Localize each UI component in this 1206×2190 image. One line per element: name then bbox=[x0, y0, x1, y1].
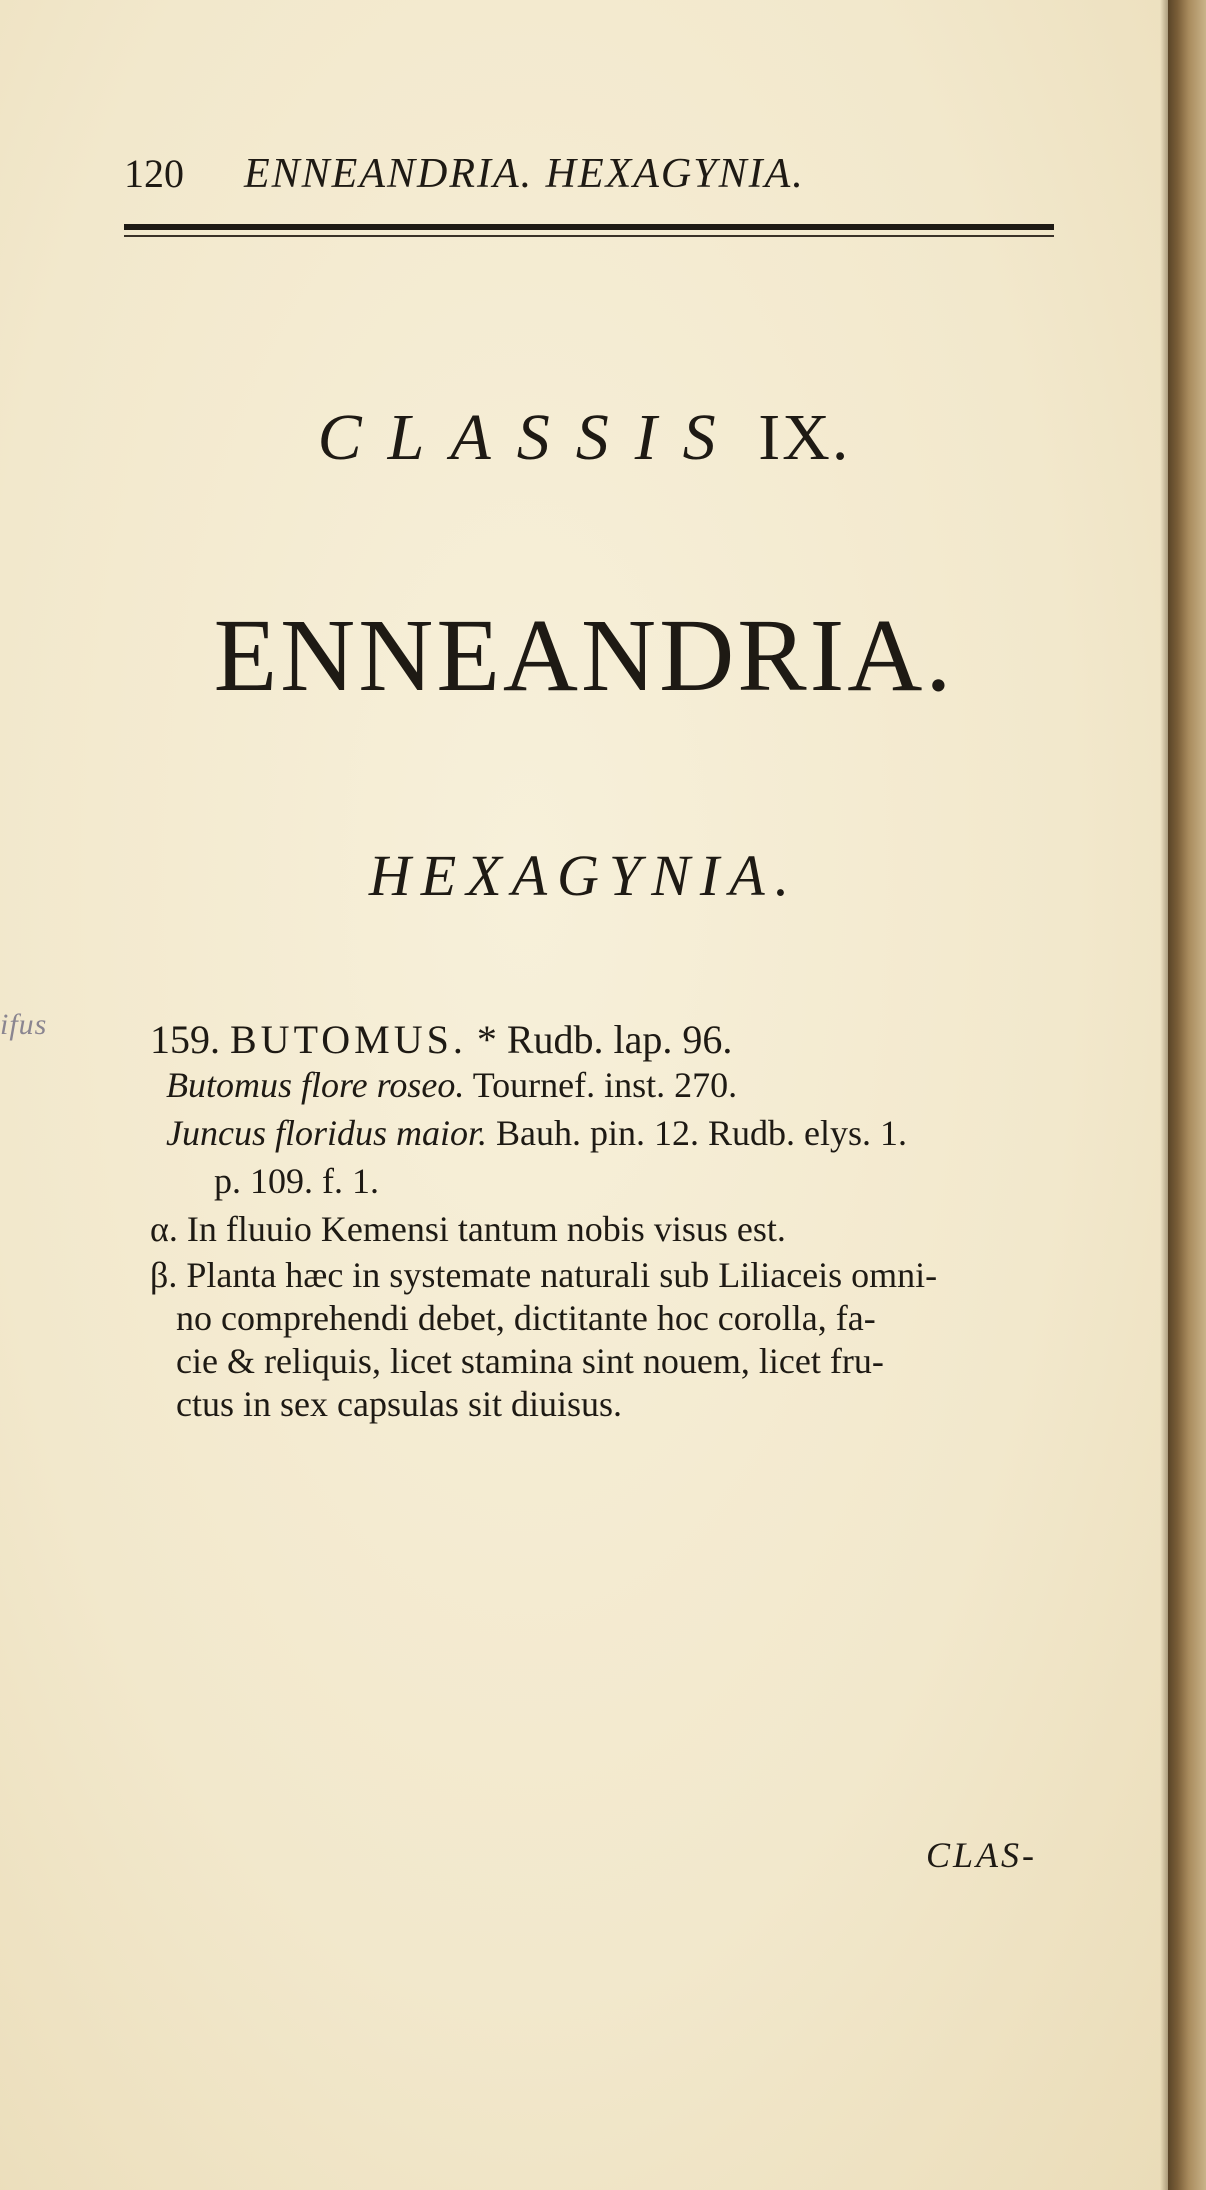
note-line: no comprehendi debet, dictitante hoc corolla, fa- bbox=[176, 1298, 876, 1338]
classis-heading bbox=[0, 400, 1168, 476]
note-line bbox=[150, 1255, 937, 1295]
classis-number: IX. bbox=[758, 401, 851, 474]
entry-number: 159. bbox=[150, 1017, 220, 1062]
note-line: cie & reliquis, licet stamina sint nouem, licet fru- bbox=[176, 1341, 884, 1381]
synonym-name: Butomus flore roseo. bbox=[166, 1065, 465, 1105]
synonym-reference: Bauh. pin. 12. Rudb. elys. 1. bbox=[496, 1113, 908, 1153]
synonym-line bbox=[166, 1064, 1086, 1107]
note-alpha bbox=[150, 1208, 1070, 1251]
synonym-line bbox=[166, 1112, 1086, 1155]
catchword: CLAS- bbox=[926, 1835, 1038, 1875]
running-title: ENNEANDRIA. HEXAGYNIA. bbox=[244, 151, 805, 197]
margin-annotation: ifus bbox=[0, 1008, 48, 1041]
order-name-heading: HEXAGYNIA. bbox=[368, 843, 800, 908]
class-name-heading: ENNEANDRIA. bbox=[213, 598, 955, 713]
running-head bbox=[124, 150, 1054, 200]
entry-reference: Rudb. lap. 96. bbox=[506, 1017, 733, 1062]
note-beta bbox=[150, 1254, 1070, 1426]
note-marker: α. bbox=[150, 1209, 178, 1249]
asterisk-mark: * bbox=[476, 1017, 497, 1062]
synonym-reference: Tournef. inst. 270. bbox=[472, 1065, 738, 1105]
note-text: Planta hæc in systemate naturali sub Liliaceis omni- bbox=[186, 1255, 938, 1295]
entry-heading bbox=[150, 1018, 1070, 1061]
synonym-continuation: p. 109. f. 1. bbox=[214, 1161, 379, 1201]
header-rule-thin bbox=[124, 235, 1054, 237]
genus-name: BUTOMUS. bbox=[230, 1017, 467, 1062]
classis-label: CLASSIS bbox=[317, 401, 742, 474]
synonym-name: Juncus floridus maior. bbox=[166, 1113, 488, 1153]
note-marker: β. bbox=[150, 1255, 178, 1295]
page-number: 120 bbox=[124, 151, 184, 196]
note-line: ctus in sex capsulas sit diuisus. bbox=[176, 1384, 622, 1424]
note-text: In fluuio Kemensi tantum nobis visus est. bbox=[186, 1209, 786, 1249]
book-spine bbox=[1168, 0, 1206, 2190]
header-rule-thick bbox=[124, 224, 1054, 230]
